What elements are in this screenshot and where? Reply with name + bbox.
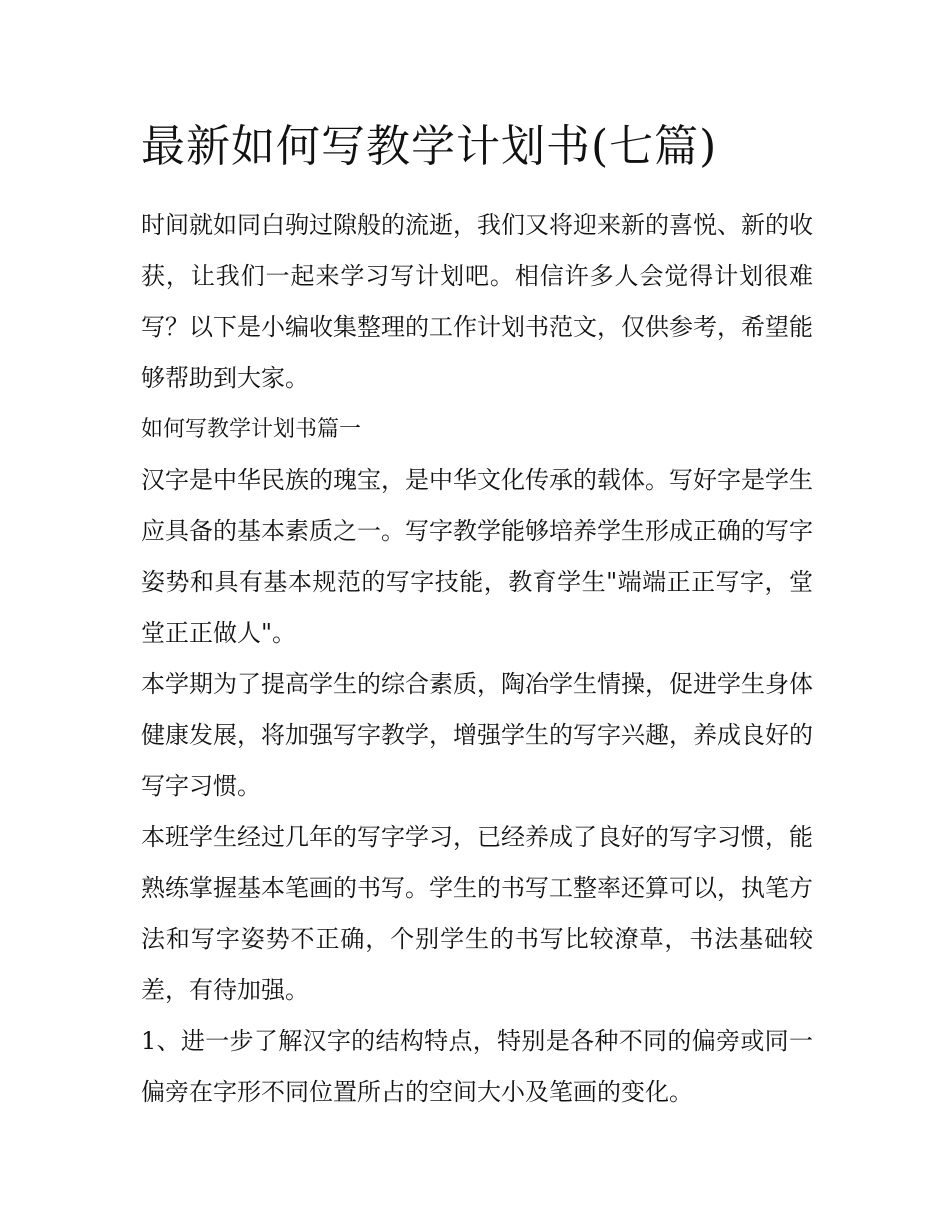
document-title: 最新如何写教学计划书(七篇) bbox=[141, 121, 718, 172]
body-paragraph: 本学期为了提高学生的综合素质，陶冶学生情操，促进学生身体健康发展，将加强写字教学，增强学生的写字兴趣，养成良好的写字习惯。 bbox=[141, 670, 813, 800]
body-paragraph: 1、进一步了解汉字的结构特点，特别是各种不同的偏旁或同一偏旁在字形不同位置所占的空间大小及笔画的变化。 bbox=[141, 1027, 813, 1106]
section-heading: 如何写教学计划书篇一 bbox=[141, 417, 362, 442]
body-paragraph: 本班学生经过几年的写字学习，已经养成了良好的写字习惯，能熟练掌握基本笔画的书写。学生的书写工整率还算可以，执笔方法和写字姿势不正确，个别学生的书写比较潦草，书法基础较差，有待加强。 bbox=[141, 823, 813, 1004]
document-body bbox=[141, 116, 813, 1118]
body-paragraph: 汉字是中华民族的瑰宝，是中华文化传承的载体。写好字是学生应具备的基本素质之一。写字教学能够培养学生形成正确的写字姿势和具有基本规范的写字技能，教育学生"端端正正写字，堂堂正正做人"。 bbox=[141, 466, 813, 647]
intro-paragraph: 时间就如同白驹过隙般的流逝，我们又将迎来新的喜悦、新的收获，让我们一起来学习写计划吧。相信许多人会觉得计划很难写？以下是小编收集整理的工作计划书范文，仅供参考，希望能够帮助到大家。 bbox=[141, 211, 813, 392]
